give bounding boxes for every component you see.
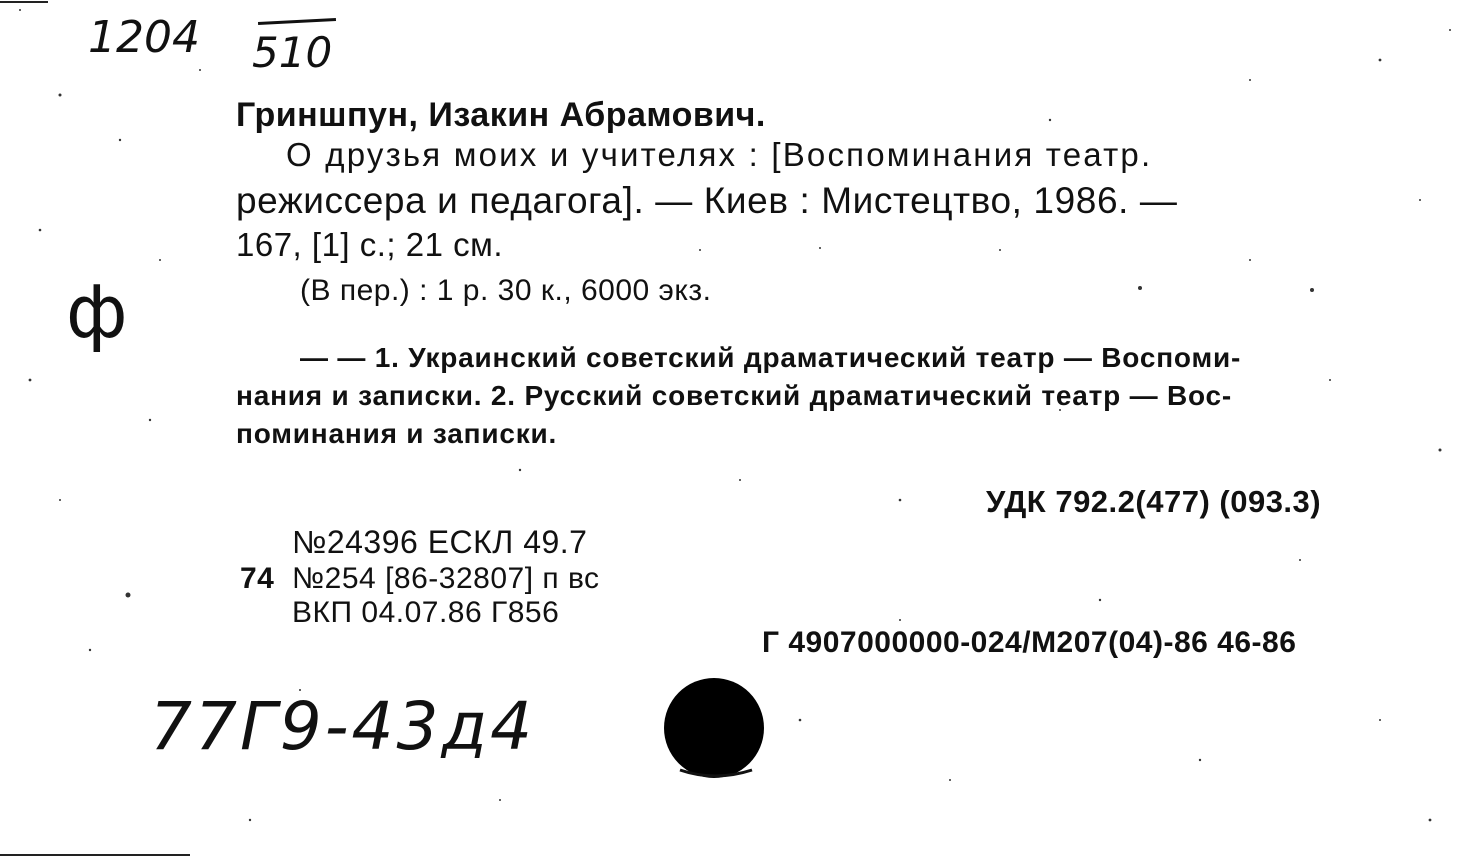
subjects-line-3: поминания и записки. bbox=[236, 418, 558, 449]
subjects-line-1: — — 1. Украинский советский драматический театр — Воспоми- bbox=[300, 342, 1242, 373]
print-info-number-prefix: 74 bbox=[240, 562, 275, 595]
punch-hole-shadow bbox=[660, 740, 770, 790]
handwritten-mark-f: ф bbox=[66, 270, 128, 354]
subjects-line-2: нания и записки. 2. Русский советский драматический театр — Вос- bbox=[236, 380, 1233, 411]
title-line-2: режиссера и педагога]. — Киев : Мистецтво, 1986. — bbox=[236, 180, 1178, 221]
isbn-code-line: Г 4907000000-024/М207(04)-86 46-86 bbox=[762, 626, 1297, 659]
author-heading: Гриншпун, Изакин Абрамович. bbox=[236, 96, 766, 134]
title-line-3: 167, [1] с.; 21 см. bbox=[236, 226, 503, 263]
print-info-line-3: ВКП 04.07.86 Г856 bbox=[292, 596, 560, 629]
call-number-bottom: 510 bbox=[252, 28, 333, 77]
handwritten-inventory-number: 77Г9-43д4 bbox=[150, 688, 536, 765]
price-line: (В пер.) : 1 р. 30 к., 6000 экз. bbox=[300, 274, 712, 307]
udk-classification: УДК 792.2(477) (093.3) bbox=[986, 484, 1322, 519]
handwritten-call-number bbox=[88, 12, 200, 63]
call-number-top: 1204 bbox=[88, 12, 200, 63]
title-line-1: О друзья моих и учителях : [Воспоминания театр. bbox=[286, 136, 1153, 173]
print-info-line-1: №24396 ЕСКЛ 49.7 bbox=[292, 524, 588, 560]
print-info-line-2: №254 [86-32807] п вс bbox=[292, 562, 600, 595]
